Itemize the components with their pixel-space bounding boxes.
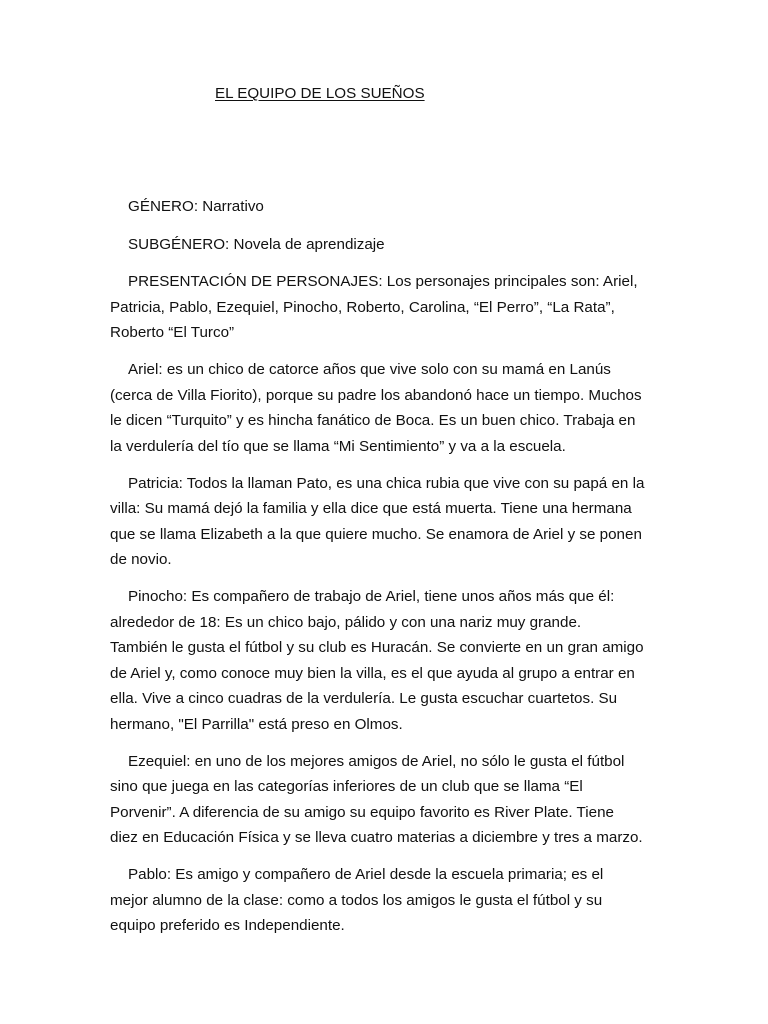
paragraph-line: Pablo: Es amigo y compañero de Ariel desde la escuela primaria; es el xyxy=(128,866,604,883)
paragraph-line: villa: Su mamá dejó la familia y ella dice que está muerta. Tiene una hermana xyxy=(110,500,632,517)
paragraph-line: Patricia: Todos la llaman Pato, es una chica rubia que vive con su papá en la xyxy=(128,474,645,492)
paragraph-line: le dicen “Turquito” y es hincha fanático de Boca. Es un buen chico. Trabaja en xyxy=(110,412,636,429)
paragraph-pablo xyxy=(110,862,660,939)
paragraph-line: ella. Vive a cinco cuadras de la verdulería. Le gusta escuchar cuartetos. Su xyxy=(110,690,618,707)
paragraph-line: de novio. xyxy=(110,551,172,568)
paragraph-ariel xyxy=(110,357,660,459)
paragraph-line: GÉNERO: Narrativo xyxy=(128,198,264,215)
paragraph-line: Ariel: es un chico de catorce años que vive solo con su mamá en Lanús xyxy=(128,361,611,378)
paragraph-line: alrededor de 18: Es un chico bajo, pálido y con una nariz muy grande. xyxy=(110,613,582,631)
paragraph-line: SUBGÉNERO: Novela de aprendizaje xyxy=(128,235,385,253)
paragraph-line: diez en Educación Física y se lleva cuatro materias a diciembre y tres a marzo. xyxy=(110,829,643,846)
paragraph-line: PRESENTACIÓN DE PERSONAJES: Los personajes principales son: Ariel, xyxy=(128,273,638,290)
paragraph-line: Roberto “El Turco” xyxy=(110,324,235,341)
paragraph-pinocho xyxy=(110,584,660,737)
paragraph-line: Pinocho: Es compañero de trabajo de Ariel, tiene unos años más que él: xyxy=(128,588,615,605)
paragraph-subgenero xyxy=(110,232,660,258)
paragraph-line: Porvenir”. A diferencia de su amigo su equipo favorito es River Plate. Tiene xyxy=(110,803,614,821)
paragraph-line: que se llama Elizabeth a la que quiere mucho. Se enamora de Ariel y se ponen xyxy=(110,525,642,543)
paragraph-line: Ezequiel: en uno de los mejores amigos de Ariel, no sólo le gusta el fútbol xyxy=(128,752,625,770)
paragraph-line: mejor alumno de la clase: como a todos los amigos le gusta el fútbol y su xyxy=(110,891,603,909)
paragraph-line: Patricia, Pablo, Ezequiel, Pinocho, Roberto, Carolina, “El Perro”, “La Rata”, xyxy=(110,298,615,316)
paragraph-patricia xyxy=(110,471,660,573)
paragraph-line: hermano, "El Parrilla" está preso en Olmos. xyxy=(110,715,403,733)
paragraph-line: (cerca de Villa Fiorito), porque su padre los abandonó hace un tiempo. Muchos xyxy=(110,386,642,404)
paragraph-genero xyxy=(110,194,660,220)
paragraph-line: de Ariel y, como conoce muy bien la villa, es el que ayuda al grupo a entrar en xyxy=(110,664,635,682)
paragraph-presentacion xyxy=(110,269,660,346)
paragraph-line: sino que juega en las categorías inferiores de un club que se llama “El xyxy=(110,778,583,795)
paragraph-line: También le gusta el fútbol y su club es Huracán. Se convierte en un gran amigo xyxy=(110,639,644,656)
paragraph-line: la verdulería del tío que se llama “Mi Sentimiento” y va a la escuela. xyxy=(110,437,566,455)
paragraph-ezequiel xyxy=(110,749,660,851)
document-body xyxy=(110,194,660,950)
document-title: EL EQUIPO DE LOS SUEÑOS xyxy=(215,85,425,102)
paragraph-line: equipo preferido es Independiente. xyxy=(110,917,345,934)
